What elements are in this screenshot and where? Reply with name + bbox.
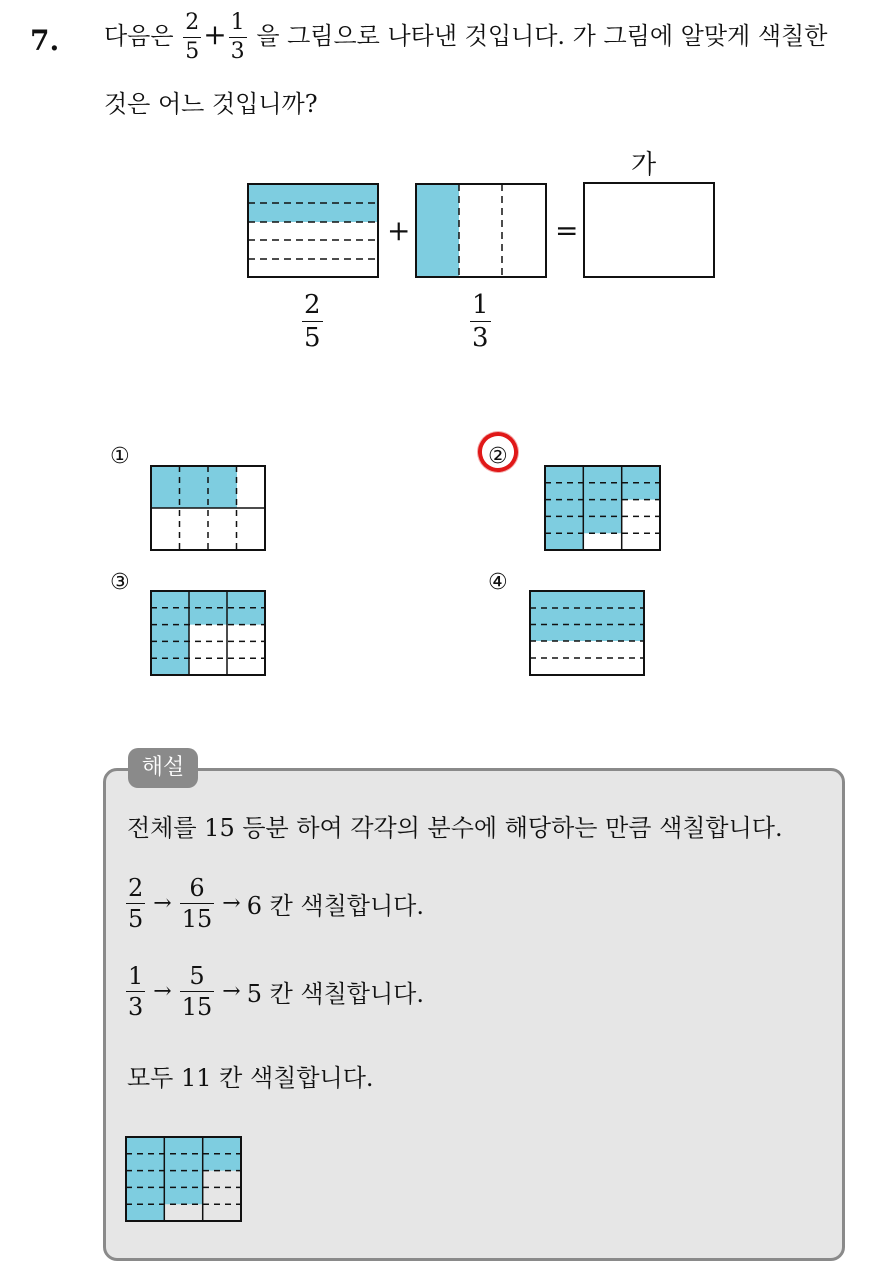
fraction-numerator: 2: [185, 10, 200, 35]
fraction-denominator: 5: [185, 39, 200, 64]
arrow: →: [153, 891, 172, 916]
fraction-denominator: 3: [230, 39, 245, 64]
step-2-text: 5 칸 색칠합니다.: [246, 980, 424, 1008]
arrow: →: [153, 979, 172, 1004]
step-1-text: 6 칸 색칠합니다.: [246, 892, 424, 920]
fraction-denominator: 15: [181, 993, 213, 1021]
fraction-denominator: 5: [128, 905, 144, 933]
question-text-after: 을 그림으로 나타낸 것입니다. 가 그림에 알맞게 색칠한: [256, 22, 828, 50]
fraction-numerator: 1: [128, 962, 144, 990]
solution-total: 모두 11 칸 색칠합니다.: [127, 1064, 374, 1092]
question-line-2: 것은 어느 것입니까?: [104, 90, 318, 118]
fraction-denominator: 3: [128, 993, 144, 1021]
choice-4-label[interactable]: ④: [488, 570, 508, 595]
diagram-equals: =: [555, 214, 579, 247]
fraction-numerator: 2: [128, 874, 144, 902]
arrow: →: [222, 891, 241, 916]
question-text-before: 다음은: [104, 22, 174, 50]
fraction-numerator: 1: [230, 10, 245, 35]
fraction-numerator: 1: [472, 290, 489, 320]
choice-1-label[interactable]: ①: [110, 444, 130, 469]
solution-intro: 전체를 15 등분 하여 각각의 분수에 해당하는 만큼 색칠합니다.: [127, 814, 783, 842]
choice-3-label[interactable]: ③: [110, 570, 130, 595]
question-number: 7.: [30, 24, 60, 57]
plus-sign: +: [203, 18, 227, 51]
target-label: 가: [631, 150, 657, 180]
choice-2-label[interactable]: ②: [488, 444, 508, 469]
diagram-plus: +: [387, 214, 411, 247]
fraction-denominator: 15: [181, 905, 213, 933]
fraction-denominator: 3: [472, 323, 489, 353]
fraction-numerator: 2: [304, 290, 321, 320]
fraction-denominator: 5: [304, 323, 321, 353]
arrow: →: [222, 979, 241, 1004]
fraction-numerator: 6: [189, 874, 205, 902]
fraction-numerator: 5: [189, 962, 205, 990]
solution-tag: 해설: [128, 748, 198, 788]
